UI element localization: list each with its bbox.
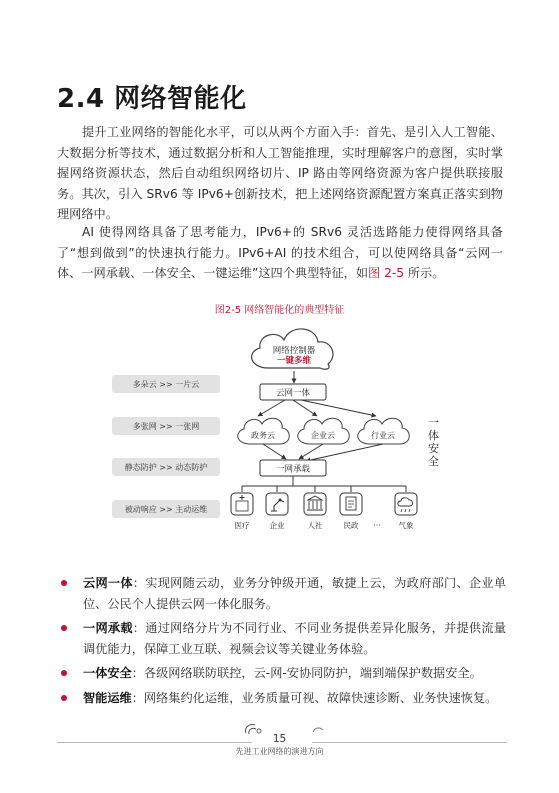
paragraph-1: 提升工业网络的智能化水平，可以从两个方面入手：首先、是引入人工智能、大数据分析等技术，通过数据分析和人工智能推理，实时理解客户的意图，实时掌握网络资源状态，然后自动组织网络切片、IP 路由等网络资源为客户提供联接服务。其次，引入 SRv6 等 IPv6+创新技术，把上述网络资源配置方案真正落实到物理网络中。 [57, 125, 503, 221]
controller-title: 网络控制器 [272, 346, 316, 356]
list-item [61, 618, 506, 659]
enterprise-cloud-label: 企业云 [311, 431, 335, 440]
left-label-4: 被动响应 >> 主动运维 [124, 505, 208, 514]
bullet-dot-icon [61, 695, 67, 701]
gov-cloud-label: 政务云 [251, 431, 275, 440]
side-label-security: 一 体 安 全 [428, 416, 439, 468]
endpoint-connector [242, 476, 406, 492]
connector-arrow [299, 444, 323, 459]
figure-caption: 图2-5 网络智能化的典型特征 [214, 305, 345, 316]
endpoint-label-civil: 民政 [343, 521, 359, 530]
feature-bullet-list [61, 573, 506, 712]
endpoint-label-medical: 医疗 [234, 521, 250, 530]
paragraph-2-text: AI 使得网络具备了思考能力，IPv6+的 SRv6 灵活选路能力使得网络具备了“想到做到”的快速执行能力。IPv6+AI 的技术组合，可以使网络具备“云网一体、一网承载、一体安全、一键运维”这四个典型特征，如 [57, 225, 503, 280]
bullet-dot-icon [61, 625, 67, 631]
bullet-text: ：实现网随云动，业务分钟级开通，敏捷上云，为政府部门、企业单位、公民个人提供云网一体化服务。 [83, 576, 507, 611]
bullet-dot-icon [61, 670, 67, 676]
robot-arm-icon [266, 493, 288, 515]
endpoint-label-social: 人社 [307, 521, 323, 530]
controller-subtitle: 一键多维 [276, 356, 312, 366]
section-title: 2.4 网络智能化 [57, 84, 247, 114]
bullet-dot-icon [61, 580, 67, 586]
bullet-term: 一体安全 [83, 666, 132, 680]
connector-arrow [301, 400, 376, 416]
list-item [61, 688, 506, 709]
bullet-text: ：网络集约化运维，业务质量可视、故障快速诊断、业务快速恢复。 [131, 690, 498, 705]
bullet-text: ：各级网络联防联控，云-网-安协同防护，端到端保护数据安全。 [131, 666, 482, 680]
page-number: 15 [272, 733, 287, 745]
industry-cloud-label: 行业云 [371, 431, 395, 440]
bullet-term: 一网承载 [83, 621, 133, 635]
cloud-network-label: 云网一体 [275, 388, 311, 399]
footer-title: 先进工业网络的演进方向 [235, 747, 324, 756]
endpoint-label-enterprise: 企业 [269, 521, 285, 530]
endpoint-label-weather: 气象 [398, 521, 414, 530]
bullet-text: ：通过网络分片为不同行业、不同业务提供差异化服务，并提供流量调优能力，保障工业互联、视频会议等关键业务体验。 [83, 621, 507, 656]
cloud-group [238, 418, 410, 444]
bullet-term: 云网一体 [83, 576, 133, 590]
paragraph-2-tail: 所示。 [403, 266, 445, 280]
paragraph-2 [57, 222, 503, 284]
bullet-term: 智能运维 [83, 690, 132, 705]
connector-arrow [258, 400, 285, 416]
one-network-label: 一网承载 [275, 464, 311, 475]
left-label-2: 多张网 >> 一张网 [132, 422, 200, 431]
connector-arrow [306, 444, 383, 461]
left-label-3: 静态防护 >> 动态防护 [124, 463, 208, 472]
endpoint-label-ellipsis: ··· [373, 521, 381, 530]
figure-reference-link[interactable]: 图 2-5 [368, 266, 404, 280]
left-label-group [112, 375, 220, 518]
list-item [61, 663, 506, 684]
connector-arrow [263, 444, 286, 459]
list-item [61, 573, 506, 614]
intelligent-network-diagram [110, 320, 450, 540]
left-label-1: 多朵云 >> 一片云 [132, 380, 200, 389]
endpoint-group [231, 493, 417, 515]
